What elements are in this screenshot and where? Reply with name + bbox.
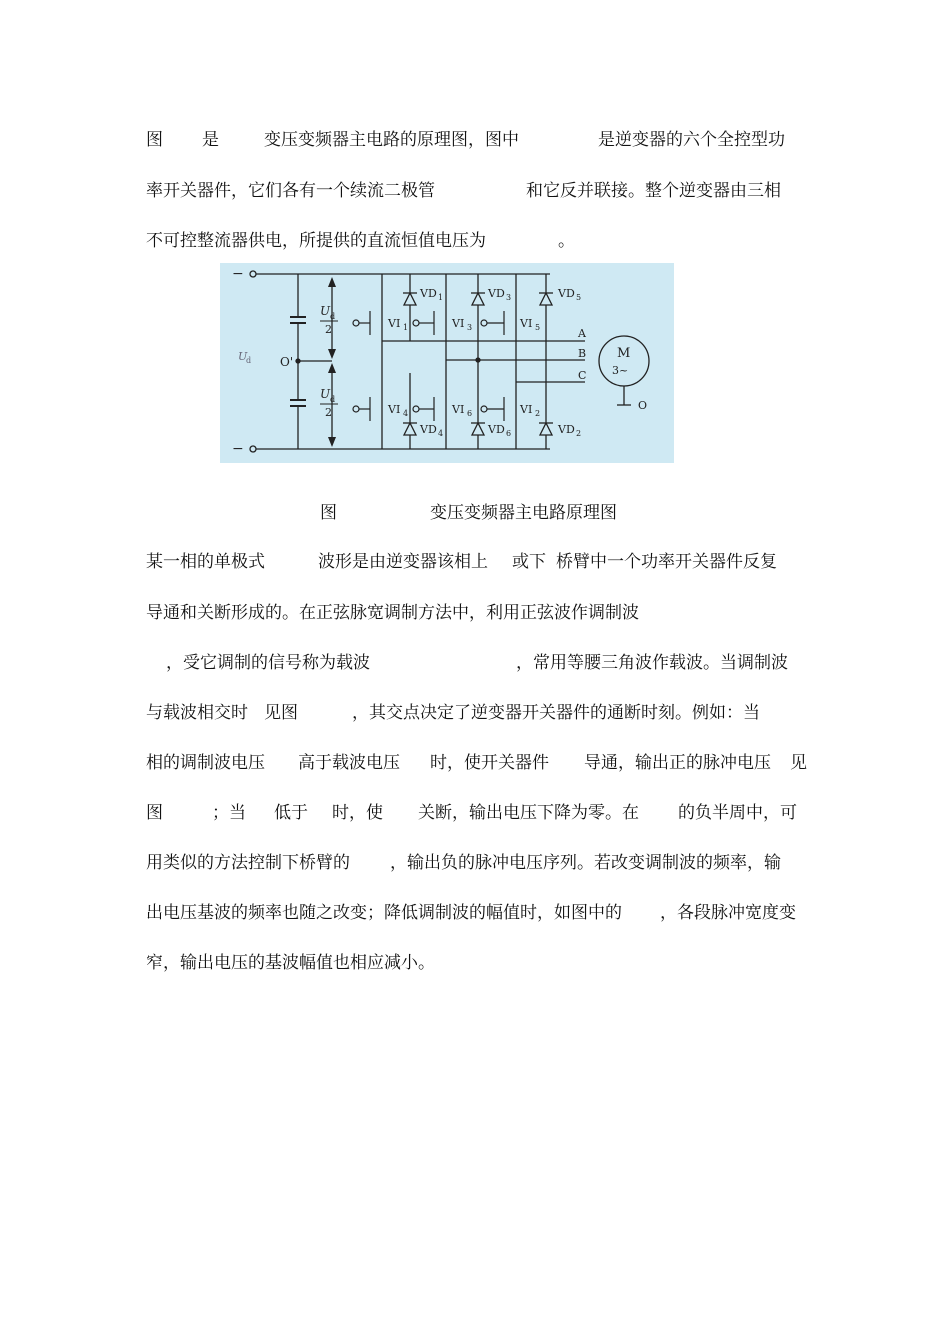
vi6-label: VI	[452, 403, 465, 416]
phase-b-label: B	[578, 347, 587, 360]
text-segment: 不可控整流器供电，所提供的直流恒值电压为	[146, 231, 486, 251]
text-segment: 图	[146, 803, 163, 823]
vi3-label: VI	[452, 317, 465, 330]
caption-title: 变压变频器主电路原理图	[430, 503, 617, 523]
text-segment: 是逆变器的六个全控型功	[598, 130, 785, 150]
paragraph2-line2	[0, 603, 950, 643]
motor-label: M	[617, 346, 631, 361]
text-segment: 关断，输出电压下降为零。在	[418, 803, 639, 823]
motor-phase-label: 3~	[612, 364, 629, 377]
vd2-subscript: 2	[576, 429, 582, 438]
ud-half-lower-denominator: 2	[325, 406, 332, 419]
vd4-subscript: 4	[438, 429, 444, 438]
text-segment: 率开关器件，它们各有一个续流二极管	[146, 181, 435, 201]
text-segment: 或下	[512, 552, 546, 572]
text-segment: 是	[202, 130, 219, 150]
vd2-label: VD	[558, 423, 575, 436]
vd6-subscript: 6	[506, 429, 512, 438]
text-segment: 波形是由逆变器该相上	[318, 552, 488, 572]
text-segment: ，输出负的脉冲电压序列。若改变调制波的频率，输	[390, 853, 781, 873]
vi5-label: VI	[520, 317, 533, 330]
motor-symbol	[599, 336, 649, 386]
vd5-label: VD	[558, 287, 575, 300]
vd5-subscript: 5	[576, 293, 582, 302]
paragraph2-line9	[0, 953, 950, 993]
text-segment: ，受它调制的信号称为载波	[166, 653, 370, 673]
text-segment: 相的调制波电压	[146, 753, 265, 773]
ud-total-label: U	[238, 350, 248, 363]
phase-a-label: A	[578, 327, 586, 340]
vd1-label: VD	[420, 287, 437, 300]
bus-bottom-label: −	[232, 441, 244, 457]
vi4-label: VI	[388, 403, 401, 416]
text-segment: 的负半周中，可	[678, 803, 797, 823]
text-segment: 桥臂中一个功率开关器件反复	[556, 552, 777, 572]
caption-prefix: 图	[320, 503, 337, 523]
text-segment: 低于	[274, 803, 308, 823]
text-segment: ，其交点决定了逆变器开关器件的通断时刻。例如：当	[352, 703, 760, 723]
text-segment: 图	[146, 130, 163, 150]
text-segment: 用类似的方法控制下桥臂的	[146, 853, 350, 873]
phase-c-label: C	[578, 369, 587, 382]
vi3-subscript: 3	[467, 323, 473, 332]
vi2-label: VI	[520, 403, 533, 416]
midpoint-label: O'	[280, 355, 294, 369]
ud-half-upper-subscript: d	[330, 312, 336, 321]
text-segment: 和它反并联接。整个逆变器由三相	[526, 181, 781, 201]
text-segment: 见	[790, 753, 807, 773]
vd3-label: VD	[488, 287, 505, 300]
bus-top-label: −	[232, 266, 244, 282]
neutral-label: O	[638, 399, 648, 412]
vi4-subscript: 4	[403, 409, 409, 418]
vd1-subscript: 1	[438, 293, 444, 302]
vi6-subscript: 6	[467, 409, 473, 418]
text-segment: 高于载波电压	[298, 753, 400, 773]
text-segment: 时，使	[332, 803, 383, 823]
text-segment: 某一相的单极式	[146, 552, 265, 572]
vi1-label: VI	[388, 317, 401, 330]
text-segment: 窄，输出电压的基波幅值也相应减小。	[146, 953, 435, 973]
vd4-label: VD	[420, 423, 437, 436]
inverter-circuit-diagram	[220, 263, 674, 463]
text-segment: 与载波相交时	[146, 703, 248, 723]
ud-half-lower-numerator: U	[320, 387, 331, 401]
text-segment: 时，使开关器件	[430, 753, 549, 773]
vi2-subscript: 2	[535, 409, 541, 418]
vi5-subscript: 5	[535, 323, 541, 332]
text-segment: ，常用等腰三角波作载波。当调制波	[516, 653, 788, 673]
text-segment: 变压变频器主电路的原理图，图中	[264, 130, 519, 150]
text-segment: 。	[558, 231, 575, 251]
text-segment: 导通和关断形成的。在正弦脉宽调制方法中，利用正弦波作调制波	[146, 603, 639, 623]
text-segment: 出电压基波的频率也随之改变；降低调制波的幅值时，如图中的	[146, 903, 622, 923]
vi1-subscript: 1	[403, 323, 409, 332]
ud-half-upper-denominator: 2	[325, 323, 332, 336]
text-segment: 见图	[264, 703, 298, 723]
text-segment: ；当	[212, 803, 246, 823]
ud-half-upper-numerator: U	[320, 304, 331, 318]
vd3-subscript: 3	[506, 293, 512, 302]
ud-half-lower-subscript: d	[330, 395, 336, 404]
ud-total-subscript: d	[246, 356, 252, 365]
vd6-label: VD	[488, 423, 505, 436]
text-segment: 导通，输出正的脉冲电压	[584, 753, 771, 773]
text-segment: ，各段脉冲宽度变	[660, 903, 796, 923]
